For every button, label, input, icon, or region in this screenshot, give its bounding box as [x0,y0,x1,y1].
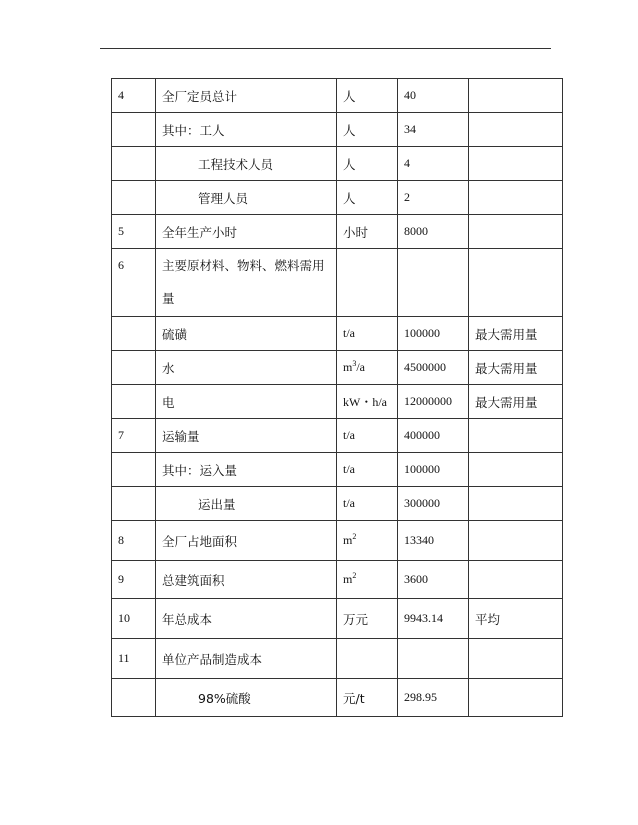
table-row [112,147,563,181]
unit-cell: t/a [337,487,398,521]
note-cell: 最大需用量 [469,317,563,351]
value-cell: 12000000 [398,385,469,419]
item-name: 硫磺 [156,317,337,351]
unit-cell [337,249,398,317]
unit-base: m [343,572,353,586]
unit-base: m [343,360,353,374]
value-cell: 298.95 [398,679,469,717]
note-cell [469,487,563,521]
note-cell [469,521,563,561]
table-row [112,453,563,487]
unit-cell [337,639,398,679]
value-cell: 9943.14 [398,599,469,639]
table-row [112,181,563,215]
value-cell [398,249,469,317]
unit-cell: 元/t [337,679,398,717]
note-cell [469,215,563,249]
note-cell [469,561,563,599]
row-number [112,679,156,717]
unit-cell: kW・h/a [337,385,398,419]
table-row [112,249,563,317]
unit-cell [337,521,398,561]
unit-cell: t/a [337,419,398,453]
table-row [112,385,563,419]
row-number: 11 [112,639,156,679]
row-number: 4 [112,79,156,113]
note-cell [469,147,563,181]
unit-exponent: 2 [352,571,357,580]
value-cell: 100000 [398,317,469,351]
note-cell: 最大需用量 [469,385,563,419]
row-number: 7 [112,419,156,453]
unit-exponent: 3 [352,359,357,368]
row-number [112,487,156,521]
note-cell [469,419,563,453]
item-name: 年总成本 [156,599,337,639]
item-name: 工程技术人员 [156,147,337,181]
item-name: 水 [156,351,337,385]
value-cell: 13340 [398,521,469,561]
value-cell: 400000 [398,419,469,453]
note-cell [469,679,563,717]
header-rule [100,48,551,49]
note-cell [469,79,563,113]
row-number: 9 [112,561,156,599]
unit-cell [337,561,398,599]
note-cell [469,639,563,679]
note-cell [469,249,563,317]
unit-cell: 人 [337,113,398,147]
value-cell: 3600 [398,561,469,599]
unit-exponent: 2 [352,532,357,541]
note-cell [469,113,563,147]
unit-cell: 人 [337,181,398,215]
value-cell: 34 [398,113,469,147]
value-cell [398,639,469,679]
note-cell: 最大需用量 [469,351,563,385]
item-name: 全厂占地面积 [156,521,337,561]
note-cell: 平均 [469,599,563,639]
indicator-table [111,78,563,717]
item-name: 运出量 [156,487,337,521]
row-number: 5 [112,215,156,249]
unit-cell: 人 [337,147,398,181]
item-name: 全厂定员总计 [156,79,337,113]
value-cell: 4 [398,147,469,181]
row-number: 8 [112,521,156,561]
unit-cell: 万元 [337,599,398,639]
item-name: 单位产品制造成本 [156,639,337,679]
item-name: 管理人员 [156,181,337,215]
item-name: 全年生产小时 [156,215,337,249]
table-row [112,79,563,113]
item-name: 运输量 [156,419,337,453]
value-cell: 100000 [398,453,469,487]
unit-cell: t/a [337,317,398,351]
row-number: 10 [112,599,156,639]
item-name: 总建筑面积 [156,561,337,599]
unit-cell [337,351,398,385]
table-row [112,487,563,521]
table-row [112,639,563,679]
unit-cell: t/a [337,453,398,487]
table-row [112,419,563,453]
value-cell: 8000 [398,215,469,249]
value-cell: 300000 [398,487,469,521]
item-name: 主要原材料、物料、燃料需用量 [156,249,337,317]
table-row [112,215,563,249]
row-number [112,453,156,487]
table-row [112,561,563,599]
row-number [112,147,156,181]
table-row [112,351,563,385]
value-cell: 2 [398,181,469,215]
unit-cell: 人 [337,79,398,113]
item-name: 其中：工人 [156,113,337,147]
unit-cell: 小时 [337,215,398,249]
table-row [112,521,563,561]
row-number [112,351,156,385]
row-number [112,385,156,419]
note-cell [469,453,563,487]
table-row [112,317,563,351]
row-number [112,317,156,351]
row-number [112,113,156,147]
value-cell: 40 [398,79,469,113]
row-number: 6 [112,249,156,317]
value-cell: 4500000 [398,351,469,385]
unit-rest: /a [356,360,366,374]
row-number [112,181,156,215]
unit-base: m [343,533,353,547]
table-row [112,599,563,639]
note-cell [469,181,563,215]
item-name: 其中：运入量 [156,453,337,487]
table-row [112,113,563,147]
table-row [112,679,563,717]
item-name: 98%硫酸 [156,679,337,717]
item-name: 电 [156,385,337,419]
